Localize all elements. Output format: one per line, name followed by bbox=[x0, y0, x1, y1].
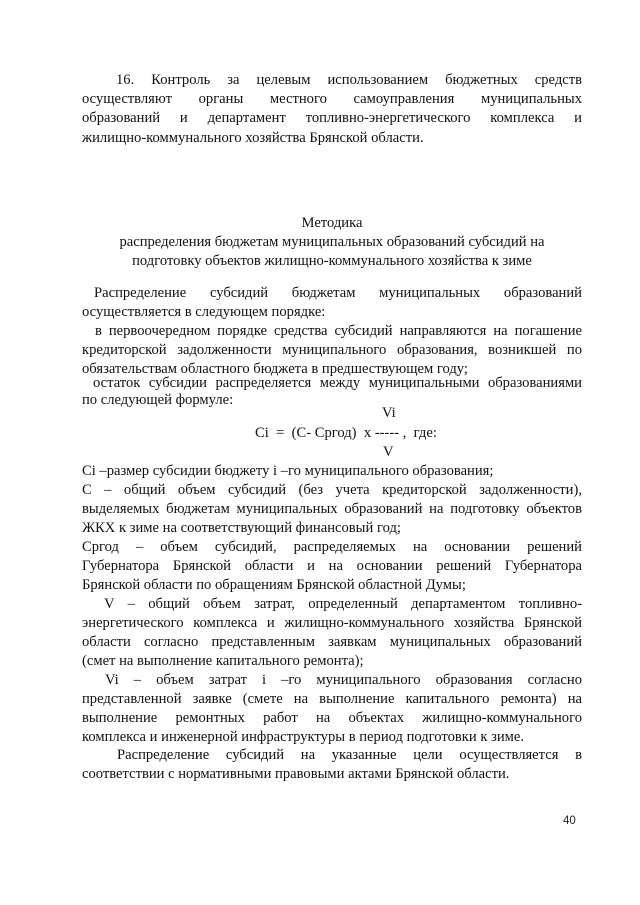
definition-line-15: комплекса и инженерной инфраструктуры в период подготовки к зиме. bbox=[82, 729, 525, 745]
definition-line-11: (смет на выполнение капитального ремонта); bbox=[82, 653, 364, 669]
definition-line-13: представленной заявке (смете на выполнение капитального ремонта) на bbox=[82, 691, 582, 707]
definition-line-14: выполнение ремонтных работ на объектах жилищно-коммунального bbox=[82, 710, 582, 726]
formula-main: Ci = (С- Сргод) х ----- , где: bbox=[255, 425, 437, 441]
definition-line-3: выделяемых бюджетам муниципальных образований на подготовку объектов bbox=[82, 501, 582, 517]
definition-line-9: энергетического комплекса и жилищно-коммунального хозяйства Брянской bbox=[82, 615, 582, 631]
body-line-6: остаток субсидии распределяется между муниципальными образованиями bbox=[93, 375, 582, 391]
definition-line-2: С – общий объем субсидий (без учета кредиторской задолженности), bbox=[82, 482, 582, 498]
section16-line-1: 16. Контроль за целевым использованием бюджетных средств bbox=[116, 72, 582, 88]
body-line-2: осуществляется в следующем порядке: bbox=[82, 304, 326, 320]
body-line-1: Распределение субсидий бюджетам муниципальных образований bbox=[94, 285, 582, 301]
method-subtitle-line-2: подготовку объектов жилищно-коммунального хозяйства к зиме bbox=[132, 253, 532, 269]
definition-line-17: соответствии с нормативными правовыми актами Брянской области. bbox=[82, 766, 510, 782]
section16-line-4: жилищно-коммунального хозяйства Брянской области. bbox=[82, 130, 424, 146]
formula-numerator: Vi bbox=[382, 405, 396, 421]
method-title: Методика bbox=[301, 215, 363, 231]
definition-line-10: области согласно представленным заявкам муниципальных образований bbox=[82, 634, 582, 650]
body-line-3: в первоочередном порядке средства субсидий направляются на погашение bbox=[95, 323, 582, 339]
definition-line-12: Vi – объем затрат i –го муниципального образования согласно bbox=[105, 672, 582, 688]
definition-line-6: Губернатора Брянской области и на основании решений Губернатора bbox=[82, 558, 582, 574]
definition-line-4: ЖКХ к зиме на соответствующий финансовый год; bbox=[82, 520, 401, 536]
formula-denominator: V bbox=[383, 444, 394, 460]
body-line-5: обязательствам областного бюджета в предшествующем году; bbox=[82, 361, 468, 377]
definition-line-8: V – общий объем затрат, определенный департаментом топливно- bbox=[104, 596, 582, 612]
definition-line-5: Сргод – объем субсидий, распределяемых на основании решений bbox=[82, 539, 582, 555]
definition-line-1: Ci –размер субсидии бюджету i –го муниципального образования; bbox=[82, 463, 494, 479]
body-line-4: кредиторской задолженности муниципального образования, возникшей по bbox=[82, 342, 582, 358]
definition-line-16: Распределение субсидий на указанные цели осуществляется в bbox=[117, 747, 582, 763]
method-subtitle-line-1: распределения бюджетам муниципальных образований субсидий на bbox=[119, 234, 545, 250]
section16-line-3: образований и департамент топливно-энергетического комплекса и bbox=[82, 110, 582, 126]
page-number: 40 bbox=[563, 815, 576, 827]
definition-line-7: Брянской области по обращениям Брянской областной Думы; bbox=[82, 577, 466, 593]
section16-line-2: осуществляют органы местного самоуправления муниципальных bbox=[82, 91, 582, 107]
body-line-7: по следующей формуле: bbox=[82, 392, 234, 408]
